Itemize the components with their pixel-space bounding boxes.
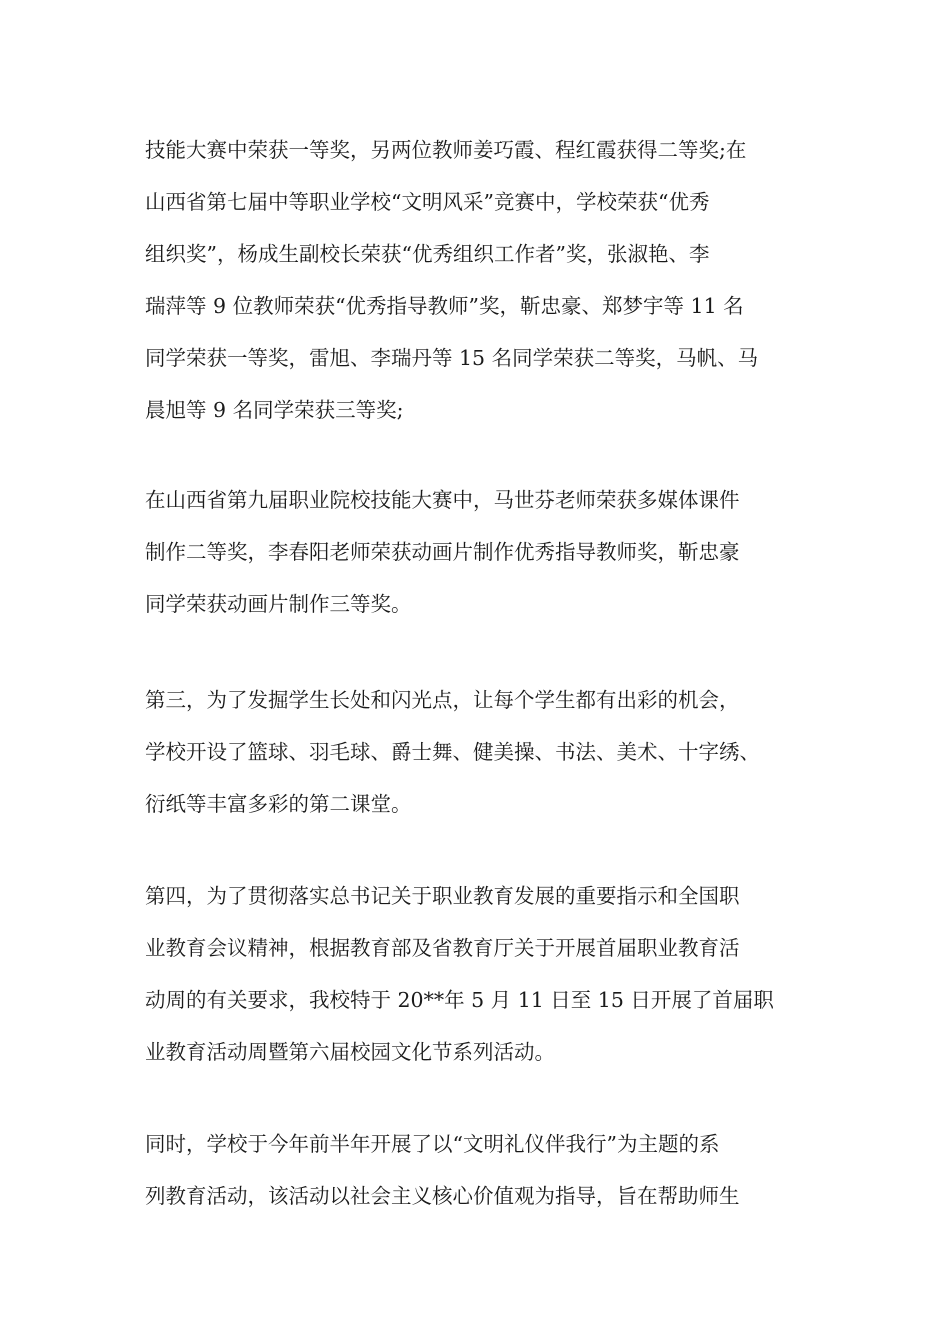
text-line: 同时，学校于今年前半年开展了以“文明礼仪伴我行”为主题的系 (145, 1132, 720, 1156)
text-line: 衍纸等丰富多彩的第二课堂。 (145, 792, 412, 816)
text-line: 在山西省第九届职业院校技能大赛中，马世芬老师荣获多媒体课件 (145, 488, 740, 512)
text-line: 业教育会议精神，根据教育部及省教育厅关于开展首届职业教育活 (145, 936, 740, 960)
paragraph-ninth-skills-contest (145, 474, 740, 630)
text-line: 晨旭等 9 名同学荣获三等奖; (145, 398, 404, 422)
paragraph-fourth-activity-week (145, 870, 774, 1078)
text-line: 制作二等奖，李春阳老师荣获动画片制作优秀指导教师奖，靳忠豪 (145, 540, 740, 564)
text-line: 第四，为了贯彻落实总书记关于职业教育发展的重要指示和全国职 (145, 884, 740, 908)
paragraph-civility-campaign (145, 1118, 740, 1222)
text-line: 学校开设了篮球、羽毛球、爵士舞、健美操、书法、美术、十字绣、 (145, 740, 760, 764)
text-line: 组织奖”，杨成生副校长荣获“优秀组织工作者”奖，张淑艳、李 (145, 242, 710, 266)
text-line: 山西省第七届中等职业学校“文明风采”竞赛中，学校荣获“优秀 (145, 190, 710, 214)
text-line: 业教育活动周暨第六届校园文化节系列活动。 (145, 1040, 555, 1064)
text-line: 同学荣获动画片制作三等奖。 (145, 592, 412, 616)
text-line: 动周的有关要求，我校特于 20**年 5 月 11 日至 15 日开展了首届职 (145, 988, 774, 1012)
text-line: 技能大赛中荣获一等奖，另两位教师姜巧霞、程红霞获得二等奖;在 (145, 138, 747, 162)
text-line: 第三，为了发掘学生长处和闪光点，让每个学生都有出彩的机会， (145, 688, 740, 712)
text-line: 列教育活动，该活动以社会主义核心价值观为指导，旨在帮助师生 (145, 1184, 740, 1208)
text-line: 瑞萍等 9 位教师荣获“优秀指导教师”奖，靳忠豪、郑梦宇等 11 名 (145, 294, 744, 318)
paragraph-third-second-classroom (145, 674, 760, 830)
text-line: 同学荣获一等奖，雷旭、李瑞丹等 15 名同学荣获二等奖，马帆、马 (145, 346, 759, 370)
paragraph-competition-awards (145, 124, 758, 436)
